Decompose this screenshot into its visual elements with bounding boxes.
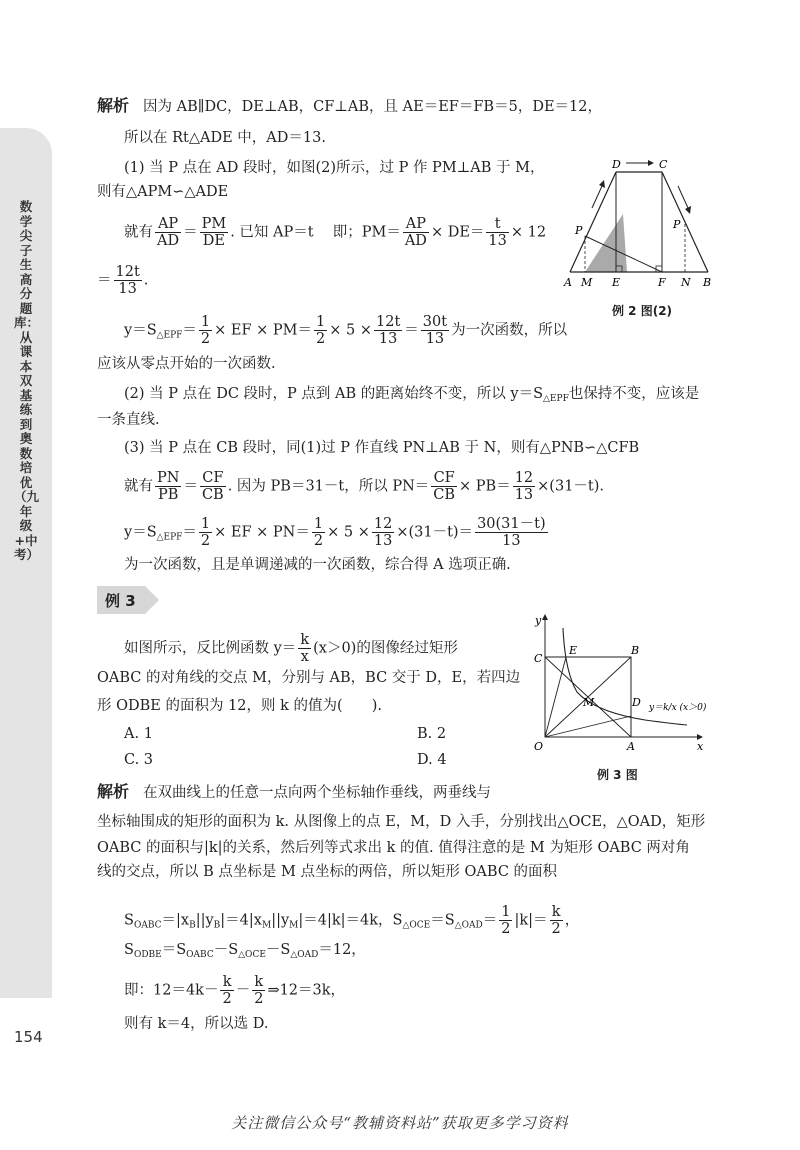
solution-line-9: (2) 当 P 点在 DC 段时，P 点到 AB 的距离始终不变，所以 $y=S_{\triangle EPF}$也保持不变，应该是: [124, 386, 700, 404]
solution-3-line-8: 则有 k＝4，所以选 D.: [124, 1016, 269, 1032]
footer-notice: 关注微信公众号“教辅资料站”获取更多学习资料: [231, 1114, 569, 1132]
fig2-label-m: M: [581, 276, 593, 289]
fig3-label-b: B: [631, 644, 640, 657]
fig3-label-e: E: [569, 644, 578, 657]
direction-arrow-right: [678, 186, 688, 208]
solution-line-13: $y=S_{\triangle EPF}=$ $\frac{1}{2}$ × EF × PN＝ $\frac{1}{2}$ × 5 × $\frac{12}{13}$ ×(31－t)＝ $\frac{30(31-t)}{13}$: [124, 516, 546, 549]
example-3-line-3: 形 ODBE 的面积为 12，则 k 的值为( ).: [97, 698, 382, 714]
solution-3-line-5: $S_{OABC}=|x_B||y_B|=4|x_M||y_M|=4|k|=4k$，$S_{\triangle OCE}=S_{\triangle OAD}=$ $\frac{1}{2}$ |k|＝ $\frac{k}{2}$ ，: [124, 904, 580, 937]
solution-line-1: 解析 因为 AB∥DC，DE⊥AB，CF⊥AB，且 AE＝EF＝FB＝5，DE＝12，: [97, 96, 602, 115]
example-2-figure: [560, 152, 720, 302]
fig3-label-d: D: [632, 696, 641, 709]
solution-line-10: 一条直线.: [97, 412, 160, 428]
fig3-label-c: C: [534, 652, 543, 665]
fig3-label-y: y: [535, 614, 542, 627]
fig2-label-c: C: [659, 158, 668, 171]
solution-line-14: 为一次函数，且是单调递减的一次函数，综合得 A 选项正确.: [124, 557, 511, 573]
solution-3-line-7: 即：12＝4k－ $\frac{k}{2}$ － $\frac{k}{2}$ ⇒12＝3k，: [124, 974, 346, 1007]
fig2-label-p-right: P: [673, 218, 681, 231]
example-3-caption: 例 3 图: [597, 768, 638, 782]
fig2-label-d: D: [612, 158, 621, 171]
solution-line-12: 就有 $\frac{PN}{PB}$ ＝ $\frac{CF}{CB}$ . 因为 PB＝31－t，所以 PN＝ $\frac{CF}{CB}$ × PB＝ $\frac{12}{13}$ ×(31－t).: [124, 470, 605, 503]
example-3-line-2: OABC 的对角线的交点 M，分别与 AB，BC 交于 D，E，若四边: [97, 670, 521, 686]
solution-tag: 解析: [97, 96, 130, 115]
solution-line-11: (3) 当 P 点在 CB 段时，同(1)过 P 作直线 PN⊥AB 于 N，则有△PNB∽△CFB: [124, 440, 640, 456]
fig3-label-x: x: [697, 740, 704, 753]
fig2-label-b: B: [703, 276, 712, 289]
fig3-curve-label: y＝k/x (x＞0): [649, 703, 707, 713]
solution-line-7: $y=S_{\triangle EPF}=$ $\frac{1}{2}$ × EF × PM＝ $\frac{1}{2}$ × 5 × $\frac{12t}{13}$ ＝ $\frac{30t}{13}$ 为一次函数，所以: [124, 314, 568, 347]
example-3-tag: 例 3: [105, 592, 136, 610]
solution-3-line-6: $S_{ODBE}=S_{OABC}-S_{\triangle OCE}-S_{\triangle OAD}=12$，: [124, 942, 366, 960]
shaded-triangle: [585, 214, 627, 272]
fig3-label-a: A: [627, 740, 635, 753]
solution-3-line-2: 坐标轴围成的矩形的面积为 k. 从图像上的点 E，M，D 入手，分别找出△OCE，△OAD，矩形: [97, 814, 706, 830]
side-title: 数学尖子生高分题库：从课本双基练到奥数培优（九年级+中考）: [14, 199, 40, 562]
option-d: D. 4: [417, 752, 447, 768]
fig2-label-p-left: P: [575, 224, 583, 237]
solution-line-6: ＝ $\frac{12t}{13}$ .: [97, 264, 149, 297]
example-3-figure: [525, 612, 715, 757]
option-c: C. 3: [124, 752, 154, 768]
solution-line-2: 所以在 Rt△ADE 中，AD＝13.: [124, 130, 326, 146]
solution-3-line-1: 解析 在双曲线上的任意一点向两个坐标轴作垂线，两垂线与: [97, 782, 492, 801]
fig3-label-m: M: [583, 696, 595, 709]
solution-line-5: 就有 $\frac{AP}{AD}$ ＝ $\frac{PM}{DE}$ . 已知 AP＝t 即；PM＝ $\frac{AP}{AD}$ × DE＝ $\frac{t}{13}$ × 12: [124, 216, 547, 249]
solution-3-line-4: 线的交点，所以 B 点坐标是 M 点坐标的两倍，所以矩形 OABC 的面积: [97, 864, 558, 880]
page-number: 154: [14, 1028, 43, 1046]
example-3-line-1: 如图所示，反比例函数 y＝ $\frac{k}{x}$ (x＞0)的图像经过矩形: [124, 632, 458, 665]
fig3-label-o: O: [534, 740, 544, 753]
example-3-banner: [97, 586, 145, 614]
solution-3-line-3: OABC 的面积与|k|的关系，然后列等式求出 k 的值. 值得注意的是 M 为矩形 OABC 两对角: [97, 840, 690, 856]
fig2-label-a: A: [564, 276, 572, 289]
fig2-label-f: F: [658, 276, 666, 289]
solution-line-4: 则有△APM∽△ADE: [97, 184, 229, 200]
solution-3-tag: 解析: [97, 782, 130, 801]
option-a: A. 1: [124, 726, 153, 742]
fig2-label-n: N: [681, 276, 691, 289]
solution-line-8: 应该从零点开始的一次函数.: [97, 356, 276, 372]
option-b: B. 2: [417, 726, 447, 742]
example-2-caption: 例 2 图(2): [612, 304, 673, 318]
solution-line-3: (1) 当 P 点在 AD 段时，如图(2)所示，过 P 作 PM⊥AB 于 M，: [124, 160, 545, 176]
fig2-label-e: E: [612, 276, 621, 289]
